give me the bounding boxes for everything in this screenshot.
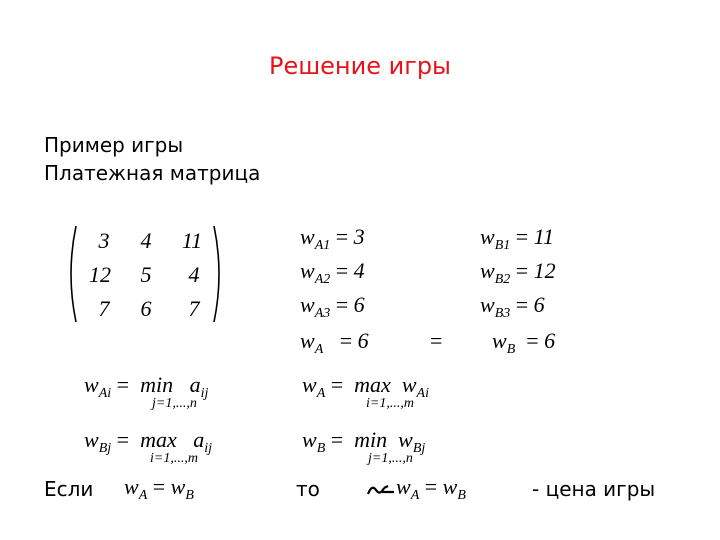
intro-line-matrix: Платежная матрица [44,161,261,185]
matrix-cell: 3 [98,228,110,253]
matrix-cell: 12 [89,262,111,287]
value-wB1: $w_{B1} = 11$ [480,224,555,253]
conclusion-condition: $w_A = w_B$ [124,474,194,503]
value-wA1: $w_{A1} = 3$ [300,224,365,253]
payoff-matrix [62,222,222,326]
formula-wA-range: i=1,...,m [366,396,414,411]
formula-wBj-range: i=1,...,m [150,451,198,466]
nu-symbol-icon [366,482,396,498]
matrix-cell: 5 [140,262,152,287]
value-wB: $w_B = 6$ [492,328,556,357]
matrix-cell: 11 [181,228,203,253]
middle-equals-sign: = [430,328,443,353]
conclusion-result: $w_A = w_B$ [396,474,466,503]
formula-wBj: $w_{Bj} = \max$ $a_{ij}$ [84,427,212,456]
value-wA2: $w_{A2} = 4$ [300,258,365,287]
value-wB2: $w_{B2} = 12$ [480,258,556,287]
value-wB3: $w_{B3} = 6$ [480,292,545,321]
matrix-cell: 7 [188,296,200,321]
matrix-cell: 4 [188,262,200,287]
formula-wAi: $w_{Ai} = \min$ $a_{ij}$ [84,372,209,401]
conclusion-then: то [296,477,320,501]
formula-wAi-range: j=1,...,n [152,396,197,411]
formula-wB: $w_B = \min w_{Bj}$ [302,427,426,456]
intro-line-example: Пример игры [44,133,184,157]
value-wA: $w_A$ = 6 [300,328,369,357]
formula-wA: $w_A = \max w_{Ai}$ [302,372,429,401]
slide-title: Решение игры [268,52,452,80]
matrix-cell: 7 [98,296,110,321]
matrix-cell: 4 [140,228,152,253]
conclusion-suffix: - цена игры [532,477,656,501]
conclusion-if: Если [44,477,94,501]
value-wA3: $w_{A3} = 6$ [300,292,365,321]
matrix-cell: 6 [140,296,152,321]
formula-wB-range: j=1,...,n [368,451,413,466]
